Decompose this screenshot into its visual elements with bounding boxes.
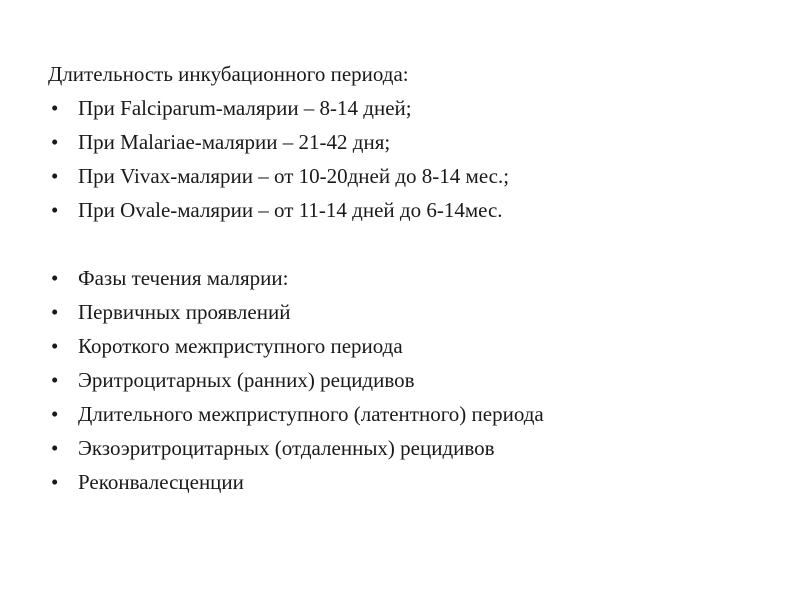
list-item-text: Экзоэритроцитарных (отдаленных) рецидивов	[78, 436, 495, 460]
bullet-icon: •	[51, 470, 59, 494]
list-item-text: Эритроцитарных (ранних) рецидивов	[78, 368, 415, 392]
slide-content	[48, 57, 768, 499]
incubation-list	[48, 91, 768, 227]
bullet-icon: •	[51, 266, 59, 290]
bullet-icon: •	[51, 96, 59, 120]
bullet-icon: •	[51, 436, 59, 460]
list-item	[48, 465, 768, 499]
list-item-text: При Falciparum-малярии – 8-14 дней;	[78, 96, 412, 120]
phases-list	[48, 261, 768, 499]
bullet-icon: •	[51, 334, 59, 358]
bullet-icon: •	[51, 300, 59, 324]
list-item-text: Первичных проявлений	[78, 300, 291, 324]
list-item	[48, 363, 768, 397]
list-item-text: При Ovale-малярии – от 11-14 дней до 6-14мес.	[78, 198, 503, 222]
bullet-icon: •	[51, 198, 59, 222]
incubation-heading: Длительность инкубационного периода:	[48, 62, 409, 86]
section-spacer	[48, 227, 768, 261]
list-item	[48, 329, 768, 363]
bullet-icon: •	[51, 164, 59, 188]
list-item	[48, 397, 768, 431]
list-item	[48, 193, 768, 227]
list-item	[48, 295, 768, 329]
bullet-icon: •	[51, 130, 59, 154]
list-item	[48, 125, 768, 159]
bullet-icon: •	[51, 402, 59, 426]
list-item	[48, 261, 768, 295]
list-item-text: Фазы течения малярии:	[78, 266, 289, 290]
list-item-text: Короткого межприступного периода	[78, 334, 403, 358]
bullet-icon: •	[51, 368, 59, 392]
list-item-text: При Malariae-малярии – 21-42 дня;	[78, 130, 391, 154]
list-item	[48, 431, 768, 465]
list-item-text: Длительного межприступного (латентного) периода	[78, 402, 544, 426]
list-item-text: При Vivax-малярии – от 10-20дней до 8-14 мес.;	[78, 164, 510, 188]
list-item	[48, 91, 768, 125]
list-item-text: Реконвалесценции	[78, 470, 244, 494]
list-item	[48, 159, 768, 193]
